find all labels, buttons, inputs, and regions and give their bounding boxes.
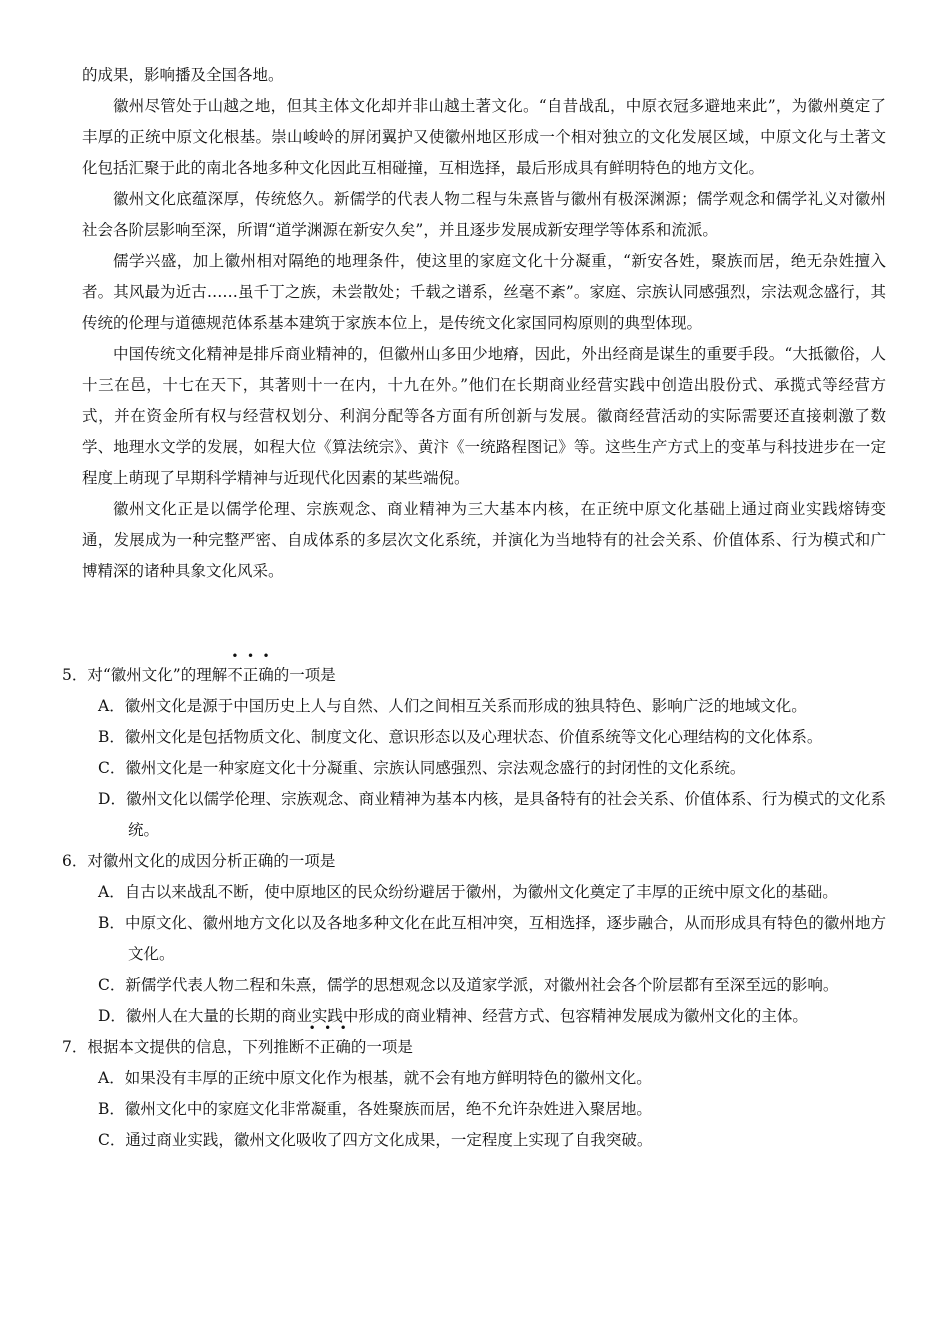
emphasis-char: 确	[335, 1038, 351, 1056]
passage-paragraph: 中国传统文化精神是排斥商业精神的，但徽州山多田少地瘠，因此，外出经商是谋生的重要手段。“大抵徽俗，人十三在邑，十七在天下，其著则十一在内，十九在外。”他们在长期商业经营实践中创造出股份式、承揽式等经营方式，并在资金所有权与经营权划分、利润分配等各方面有所创新与发展。徽商经营活动的实际需要还直接刺激了数学、地理水文学的发展，如程大位《算法统宗》、黄汴《一统路程图记》等。这些生产方式上的变革与科技进步在一定程度上萌现了早期科学精神与近现代化因素的某些端倪。	[82, 345, 886, 487]
stem-text: 6．对徽州文化的成因分析正确的一项是	[62, 852, 336, 870]
passage-paragraph: 徽州文化正是以儒学伦理、宗族观念、商业精神为三大基本内核，在正统中原文化基础上通过商业实践熔铸变通，发展成为一种完整严密、自成体系的多层次文化系统，并演化为当地特有的社会关系、价值体系、行为模式和广博精深的诸种具象文化风采。	[82, 500, 886, 580]
answer-option-c: C．徽州文化是一种家庭文化十分凝重、宗族认同感强烈、宗法观念盛行的封闭性的文化系统。	[98, 759, 746, 777]
answer-option-d: D．徽州文化以儒学伦理、宗族观念、商业精神为基本内核，是具备特有的社会关系、价值体系、行为模式的文化系统。	[98, 790, 886, 839]
question-stem	[62, 1032, 886, 1063]
emphasis-char: 正	[319, 1038, 336, 1056]
passage-paragraph: 的成果，影响播及全国各地。	[82, 66, 284, 84]
stem-text: 5．对“徽州文化”的理解	[62, 666, 228, 684]
answer-option-c: C．新儒学代表人物二程和朱熹，儒学的思想观念以及道家学派，对徽州社会各个阶层都有至深至远的影响。	[98, 976, 839, 994]
emphasis-char: 正	[242, 666, 259, 684]
question-stem	[62, 846, 886, 877]
emphasis-char: 不	[304, 1038, 320, 1056]
answer-option-b: B．徽州文化中的家庭文化非常凝重，各姓聚族而居，绝不允许杂姓进入聚居地。	[98, 1100, 652, 1118]
stem-text: 的一项是	[350, 1038, 413, 1056]
question-5	[62, 660, 886, 846]
answer-option-b: B．中原文化、徽州地方文化以及各地多种文化在此互相冲突，互相选择，逐步融合，从而形成具有特色的徽州地方文化。	[98, 914, 886, 963]
answer-option-a: A．如果没有丰厚的正统中原文化作为根基，就不会有地方鲜明特色的徽州文化。	[98, 1069, 652, 1087]
question-stem	[62, 660, 886, 691]
answer-option-a: A．自古以来战乱不断，使中原地区的民众纷纷避居于徽州，为徽州文化奠定了丰厚的正统中原文化的基础。	[98, 883, 838, 901]
question-7	[62, 1032, 886, 1156]
emphasis-char: 确	[258, 666, 274, 684]
question-list	[62, 660, 886, 1156]
stem-text: 7．根据本文提供的信息，下列推断	[62, 1038, 305, 1056]
question-6	[62, 846, 886, 1032]
answer-option-a: A．徽州文化是源于中国历史上人与自然、人们之间相互关系而形成的独具特色、影响广泛的地域文化。	[98, 697, 807, 715]
passage-paragraph: 徽州尽管处于山越之地，但其主体文化却并非山越土著文化。“自昔战乱，中原衣冠多避地来此”，为徽州奠定了丰厚的正统中原文化根基。崇山峻岭的屏闭翼护又使徽州地区形成一个相对独立的文化发展区域，中原文化与土著文化包括汇聚于此的南北各地多种文化因此互相碰撞，互相选择，最后形成具有鲜明特色的地方文化。	[82, 97, 886, 177]
stem-text: 的一项是	[273, 666, 336, 684]
reading-passage	[82, 60, 886, 587]
answer-option-b: B．徽州文化是包括物质文化、制度文化、意识形态以及心理状态、价值系统等文化心理结构的文化体系。	[98, 728, 823, 746]
passage-paragraph: 儒学兴盛，加上徽州相对隔绝的地理条件，使这里的家庭文化十分凝重，“新安各姓，聚族而居，绝无杂姓擅入者。其风最为近古……虽千丁之族，未尝散处；千载之谱系，丝毫不紊”。家庭、宗族认同感强烈，宗法观念盛行，其传统的伦理与道德规范体系基本建筑于家族本位上，是传统文化家国同构原则的典型体现。	[82, 252, 886, 332]
passage-paragraph: 徽州文化底蕴深厚，传统悠久。新儒学的代表人物二程与朱熹皆与徽州有极深渊源；儒学观念和儒学礼义对徽州社会各阶层影响至深，所谓“道学渊源在新安久矣”，并且逐步发展成新安理学等体系和流派。	[82, 190, 886, 239]
emphasis-char: 不	[227, 666, 243, 684]
answer-option-c: C．通过商业实践，徽州文化吸收了四方文化成果，一定程度上实现了自我突破。	[98, 1131, 653, 1149]
answer-option-d: D．徽州人在大量的长期的商业实践中形成的商业精神、经营方式、包容精神发展成为徽州文化的主体。	[98, 1007, 808, 1025]
